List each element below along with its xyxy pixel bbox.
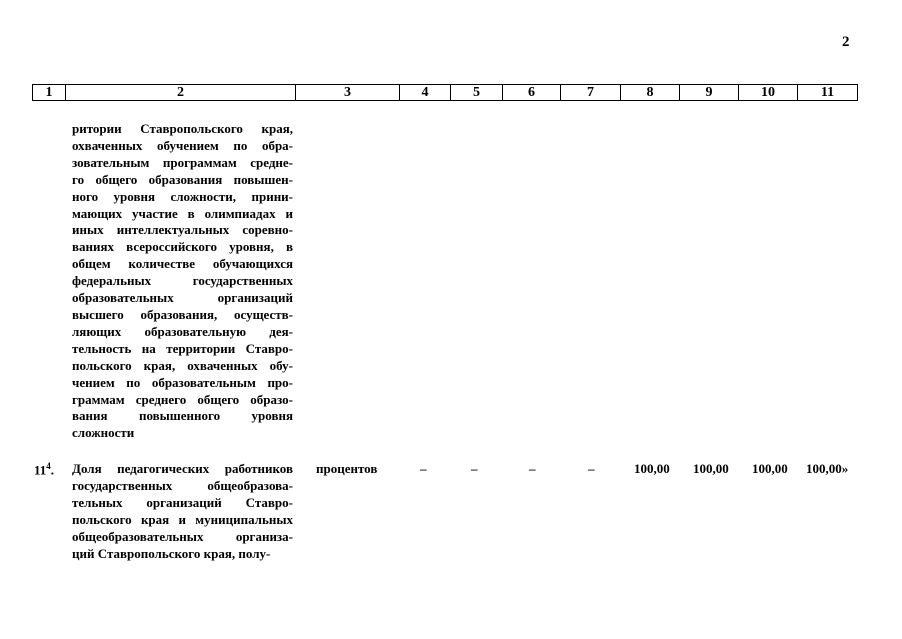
row-description [72,461,293,562]
text-line: иных интеллектуальных соревно- [72,222,293,238]
text-line: охваченных обучением по обра- [72,137,293,153]
col-header-7: 7 [561,85,621,101]
text-line: чением по образовательным про- [72,374,293,390]
text-line: Доля педагогических работников [72,461,293,476]
text-line: ций Ставропольского края, полу- [72,545,271,561]
value-cell-col5: – [471,461,478,476]
text-line: образовательных организаций [72,290,293,306]
col-header-3: 3 [296,85,400,101]
col-header-1: 1 [33,85,66,101]
text-line: ритории Ставропольского края, [72,121,293,136]
col-header-4: 4 [400,85,451,101]
text-line: общеобразовательных организа- [72,528,293,544]
text-line: тельных организаций Ставро- [72,494,293,510]
col-header-9: 9 [680,85,739,101]
text-line: ваниях всероссийского уровня, в [72,239,293,255]
value-cell-col4: – [420,461,427,476]
col-header-10: 10 [739,85,798,101]
value-cell-col6: – [529,461,536,476]
value-cell-col7: – [588,461,595,476]
unit-cell: процентов [316,461,378,476]
value-cell-col8: 100,00 [634,461,670,476]
text-line: тельность на территории Ставро- [72,340,293,356]
column-number-header [32,84,858,101]
value-cell-col11: 100,00» [806,461,849,476]
value-cell-col10: 100,00 [752,461,788,476]
text-line: польского края и муниципальных [72,511,293,527]
col-header-8: 8 [621,85,680,101]
text-line: граммам среднего общего образо- [72,391,293,407]
col-header-11: 11 [798,85,858,101]
text-line: зовательным программам средне- [72,154,293,170]
value-cell-col9: 100,00 [693,461,729,476]
col-header-5: 5 [451,85,503,101]
text-line: сложности [72,425,135,441]
text-line: вания повышенного уровня [72,408,293,424]
text-line: общем количестве обучающихся [72,256,293,272]
text-line: мающих участие в олимпиадах и [72,205,293,221]
text-line: ного уровня сложности, прини- [72,188,293,204]
row-number: $11^4$. [34,461,55,478]
text-line: польского края, охваченных обу- [72,357,293,373]
continuation-paragraph [72,121,293,442]
col-header-6: 6 [503,85,561,101]
text-line: высшего образования, осуществ- [72,306,293,322]
text-line: государственных общеобразова- [72,477,293,493]
text-line: федеральных государственных [72,273,293,289]
page-number: 2 [842,34,850,50]
text-line: ляющих образовательную дея- [72,323,293,339]
col-header-2: 2 [66,85,296,101]
text-line: го общего образования повышен- [72,171,293,187]
